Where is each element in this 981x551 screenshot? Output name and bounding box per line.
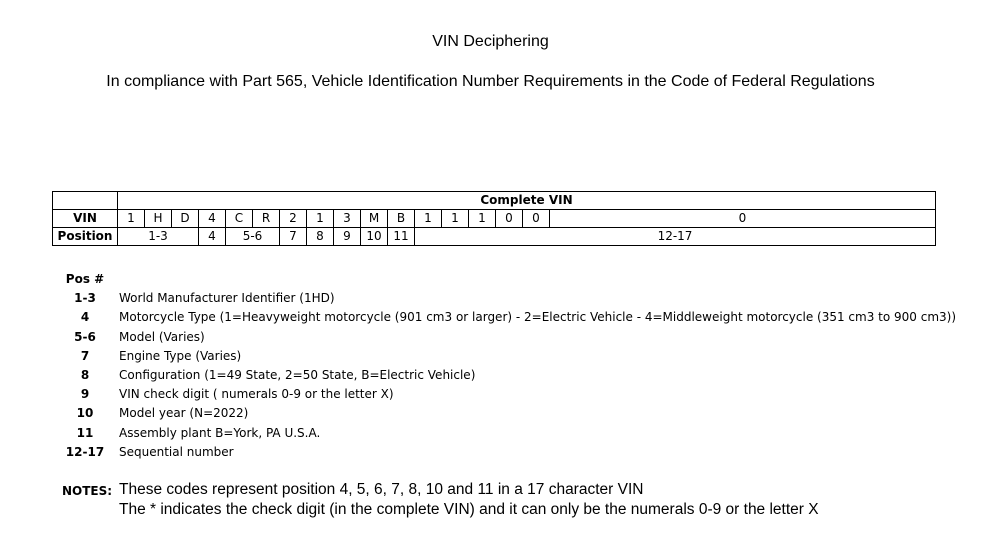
vin-row-label: VIN — [53, 210, 118, 228]
vin-char-cell: H — [145, 210, 172, 228]
vin-char-cell: C — [226, 210, 253, 228]
note-line: These codes represent position 4, 5, 6, 7, 8, 10 and 11 in a 17 character VIN — [119, 481, 644, 498]
position-cell: 12-17 — [415, 228, 936, 246]
position-cell: 8 — [307, 228, 334, 246]
legend-desc: Model year (N=2022) — [119, 406, 249, 421]
legend-pos: 8 — [80, 367, 90, 382]
note-line: The * indicates the check digit (in the complete VIN) and it can only be the numerals 0-9 or the letter X — [119, 501, 819, 518]
legend-pos: 12-17 — [65, 444, 105, 459]
legend-desc: Engine Type (Varies) — [119, 348, 242, 363]
vin-char-cell: 3 — [334, 210, 361, 228]
legend-heading: Pos # — [65, 272, 105, 286]
vin-char-cell: 1 — [118, 210, 145, 228]
position-cell: 9 — [334, 228, 361, 246]
vin-char-cell: 1 — [415, 210, 442, 228]
legend-pos: 4 — [80, 310, 90, 325]
vin-char-cell: 0 — [496, 210, 523, 228]
vin-char-cell: B — [388, 210, 415, 228]
complete-vin-header: Complete VIN — [118, 192, 936, 210]
vin-chars-row — [53, 210, 936, 228]
position-cell: 4 — [199, 228, 226, 246]
position-row-label: Position — [53, 228, 118, 246]
legend-desc: Assembly plant B=York, PA U.S.A. — [119, 425, 321, 440]
legend-desc: Sequential number — [119, 444, 234, 459]
position-cell: 11 — [388, 228, 415, 246]
legend-pos: 1-3 — [74, 291, 96, 306]
vin-char-cell: 1 — [442, 210, 469, 228]
position-cell: 10 — [361, 228, 388, 246]
position-cell: 5-6 — [226, 228, 280, 246]
page-subtitle: In compliance with Part 565, Vehicle Identification Number Requirements in the Code of Federal Regulations — [106, 73, 875, 90]
vin-char-cell: M — [361, 210, 388, 228]
position-cell: 1-3 — [118, 228, 199, 246]
vin-char-cell: 4 — [199, 210, 226, 228]
vin-char-cell: 1 — [307, 210, 334, 228]
legend-pos: 9 — [80, 387, 90, 402]
legend-pos: 11 — [76, 425, 94, 440]
legend-desc: Model (Varies) — [119, 329, 205, 344]
legend-desc: VIN check digit ( numerals 0-9 or the letter X) — [119, 387, 394, 402]
legend-pos: 7 — [80, 348, 90, 363]
vin-char-cell: 1 — [469, 210, 496, 228]
notes-label: NOTES: — [62, 484, 113, 498]
header-blank-cell — [53, 192, 118, 210]
legend-pos: 5-6 — [74, 329, 96, 344]
legend-desc: World Manufacturer Identifier (1HD) — [119, 291, 335, 306]
legend-desc: Configuration (1=49 State, 2=50 State, B=Electric Vehicle) — [119, 367, 476, 382]
vin-char-cell: 0 — [550, 210, 936, 228]
vin-table — [52, 191, 936, 246]
vin-char-cell: 2 — [280, 210, 307, 228]
page-title: VIN Deciphering — [432, 33, 549, 50]
vin-char-cell: D — [172, 210, 199, 228]
vin-char-cell: 0 — [523, 210, 550, 228]
legend-desc: Motorcycle Type (1=Heavyweight motorcycle (901 cm3 or larger) - 2=Electric Vehicle - 4=Middleweight motorcycle (351 cm3 to 900 cm3)) — [119, 310, 957, 325]
vin-char-cell: R — [253, 210, 280, 228]
legend-pos: 10 — [76, 406, 94, 421]
position-cell: 7 — [280, 228, 307, 246]
position-row — [53, 228, 936, 246]
vin-table-header-row — [53, 192, 936, 210]
